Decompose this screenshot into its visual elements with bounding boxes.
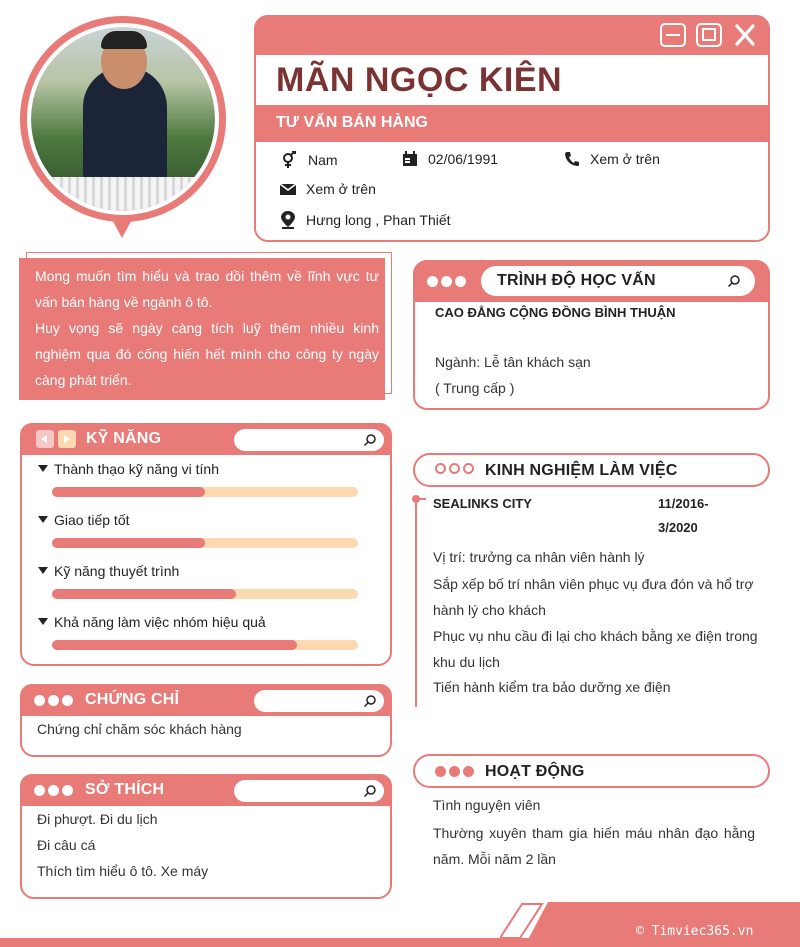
skill-label: Kỹ năng thuyết trình xyxy=(54,563,180,579)
skill-label: Giao tiếp tốt xyxy=(54,512,130,528)
email-text: Xem ở trên xyxy=(306,181,376,197)
skills-section xyxy=(20,423,392,666)
header-card xyxy=(254,15,770,242)
skill-label: Khả năng làm việc nhóm hiệu quả xyxy=(54,614,266,630)
school-name: CAO ĐẲNG CỘNG ĐỒNG BÌNH THUẬN xyxy=(435,305,676,320)
watermark: © Timviec365.vn xyxy=(636,924,754,939)
avatar-ring xyxy=(29,25,217,213)
dots-icon xyxy=(435,766,474,777)
duty-text: Sắp xếp bố trí nhân viên phục vụ đưa đón và hổ trợ hành lý cho khách xyxy=(433,576,754,618)
timeline-line xyxy=(415,497,417,707)
skill-item xyxy=(38,614,266,630)
objective-text xyxy=(35,263,379,393)
location-icon xyxy=(280,211,296,229)
full-name: MÃN NGỌC KIÊN xyxy=(276,61,563,99)
duty-text: Phục vụ nhu cầu đi lại cho khách bằng xe điện trong khu du lịch xyxy=(433,628,758,670)
dots-icon xyxy=(34,695,73,706)
skill-bar-fill xyxy=(52,589,236,599)
skills-title: KỸ NĂNG xyxy=(86,430,162,447)
skill-bar-fill xyxy=(52,640,297,650)
skills-search[interactable] xyxy=(234,429,384,451)
dots-outline-icon xyxy=(435,463,474,474)
certificates-section xyxy=(20,684,392,757)
skill-bar xyxy=(52,538,358,548)
skill-bar xyxy=(52,487,358,497)
email-icon xyxy=(280,182,296,196)
address-text: Hưng long , Phan Thiết xyxy=(306,212,451,228)
activity-item: Thường xuyên tham gia hiến máu nhân đạo hằng năm. Mỗi năm 2 lần xyxy=(433,825,755,867)
activities-title: HOẠT ĐỘNG xyxy=(485,763,585,780)
next-arrow-icon[interactable] xyxy=(58,430,76,448)
birthday-info xyxy=(402,151,498,167)
job-position: TƯ VẤN BÁN HÀNG xyxy=(276,114,428,131)
skill-item xyxy=(38,563,179,579)
period-end: 3/2020 xyxy=(658,520,698,535)
duty-text: Tiến hành kiểm tra bảo dưỡng xe điện xyxy=(433,679,671,695)
hobbies-title: SỞ THÍCH xyxy=(85,781,165,798)
role-text: Vị trí: trưởng ca nhân viên hành lý xyxy=(433,549,645,565)
maximize-icon xyxy=(698,25,720,45)
search-icon xyxy=(364,785,376,797)
education-section xyxy=(413,260,770,410)
gender-text: Nam xyxy=(308,152,338,168)
avatar xyxy=(20,16,226,222)
skill-bar xyxy=(52,640,358,650)
certificates-search[interactable] xyxy=(254,690,384,712)
experience-title: KINH NGHIỆM LÀM VIỆC xyxy=(485,462,678,479)
maximize-button[interactable] xyxy=(696,23,722,47)
certificate-item: Chứng chỉ chăm sóc khách hàng xyxy=(37,721,242,737)
close-button[interactable] xyxy=(732,23,758,47)
hobby-item: Đi câu cá xyxy=(37,837,96,853)
search-icon[interactable] xyxy=(728,275,740,287)
dots-icon xyxy=(427,276,466,287)
phone-text: Xem ở trên xyxy=(590,151,660,167)
address-info xyxy=(280,211,451,229)
period-start: 11/2016- xyxy=(658,496,709,511)
level-text: ( Trung cấp ) xyxy=(435,380,515,396)
hobby-item: Thích tìm hiểu ô tô. Xe máy xyxy=(37,863,209,879)
hobbies-section xyxy=(20,774,392,899)
phone-info xyxy=(564,151,660,167)
phone-icon xyxy=(564,151,580,167)
education-title: TRÌNH ĐỘ HỌC VẤN xyxy=(497,272,656,289)
skill-label: Thành thạo kỹ năng vi tính xyxy=(54,461,219,477)
skill-item xyxy=(38,461,219,477)
activities-header-box xyxy=(413,754,770,788)
birthday-text: 02/06/1991 xyxy=(428,151,499,167)
company-name: SEALINKS CITY xyxy=(433,496,532,511)
objective-line-2: Huy vọng sẽ ngày càng tích luỹ thêm nhiều kinh nghiệm qua đó cống hiến hết mình cho công ty ngày càng phát triển. xyxy=(35,320,379,388)
search-icon xyxy=(364,434,376,446)
dots-icon xyxy=(34,785,73,796)
experience-header-box xyxy=(413,453,770,487)
timeline-tick xyxy=(416,498,426,500)
close-icon xyxy=(732,23,758,47)
activity-item: Tình nguyện viên xyxy=(433,797,541,813)
hobby-item: Đi phượt. Đi du lịch xyxy=(37,811,158,827)
objective-line-1: Mong muốn tìm hiểu và trao dồi thêm về lĩnh vực tư vấn bán hàng về ngành ô tô. xyxy=(35,268,379,310)
major-text: Ngành: Lễ tân khách sạn xyxy=(435,354,591,370)
calendar-icon xyxy=(402,151,418,167)
certificates-title: CHỨNG CHỈ xyxy=(85,691,180,708)
avatar-pointer xyxy=(110,216,134,238)
prev-arrow-icon[interactable] xyxy=(36,430,54,448)
skill-bar xyxy=(52,589,358,599)
skill-item xyxy=(38,512,130,528)
minimize-button[interactable] xyxy=(660,23,686,47)
email-info xyxy=(280,181,376,197)
minimize-icon xyxy=(662,25,684,45)
hobbies-search[interactable] xyxy=(234,780,384,802)
gender-info xyxy=(280,151,338,169)
search-icon xyxy=(364,695,376,707)
skill-bar-fill xyxy=(52,538,205,548)
gender-icon xyxy=(280,151,298,169)
skill-bar-fill xyxy=(52,487,205,497)
